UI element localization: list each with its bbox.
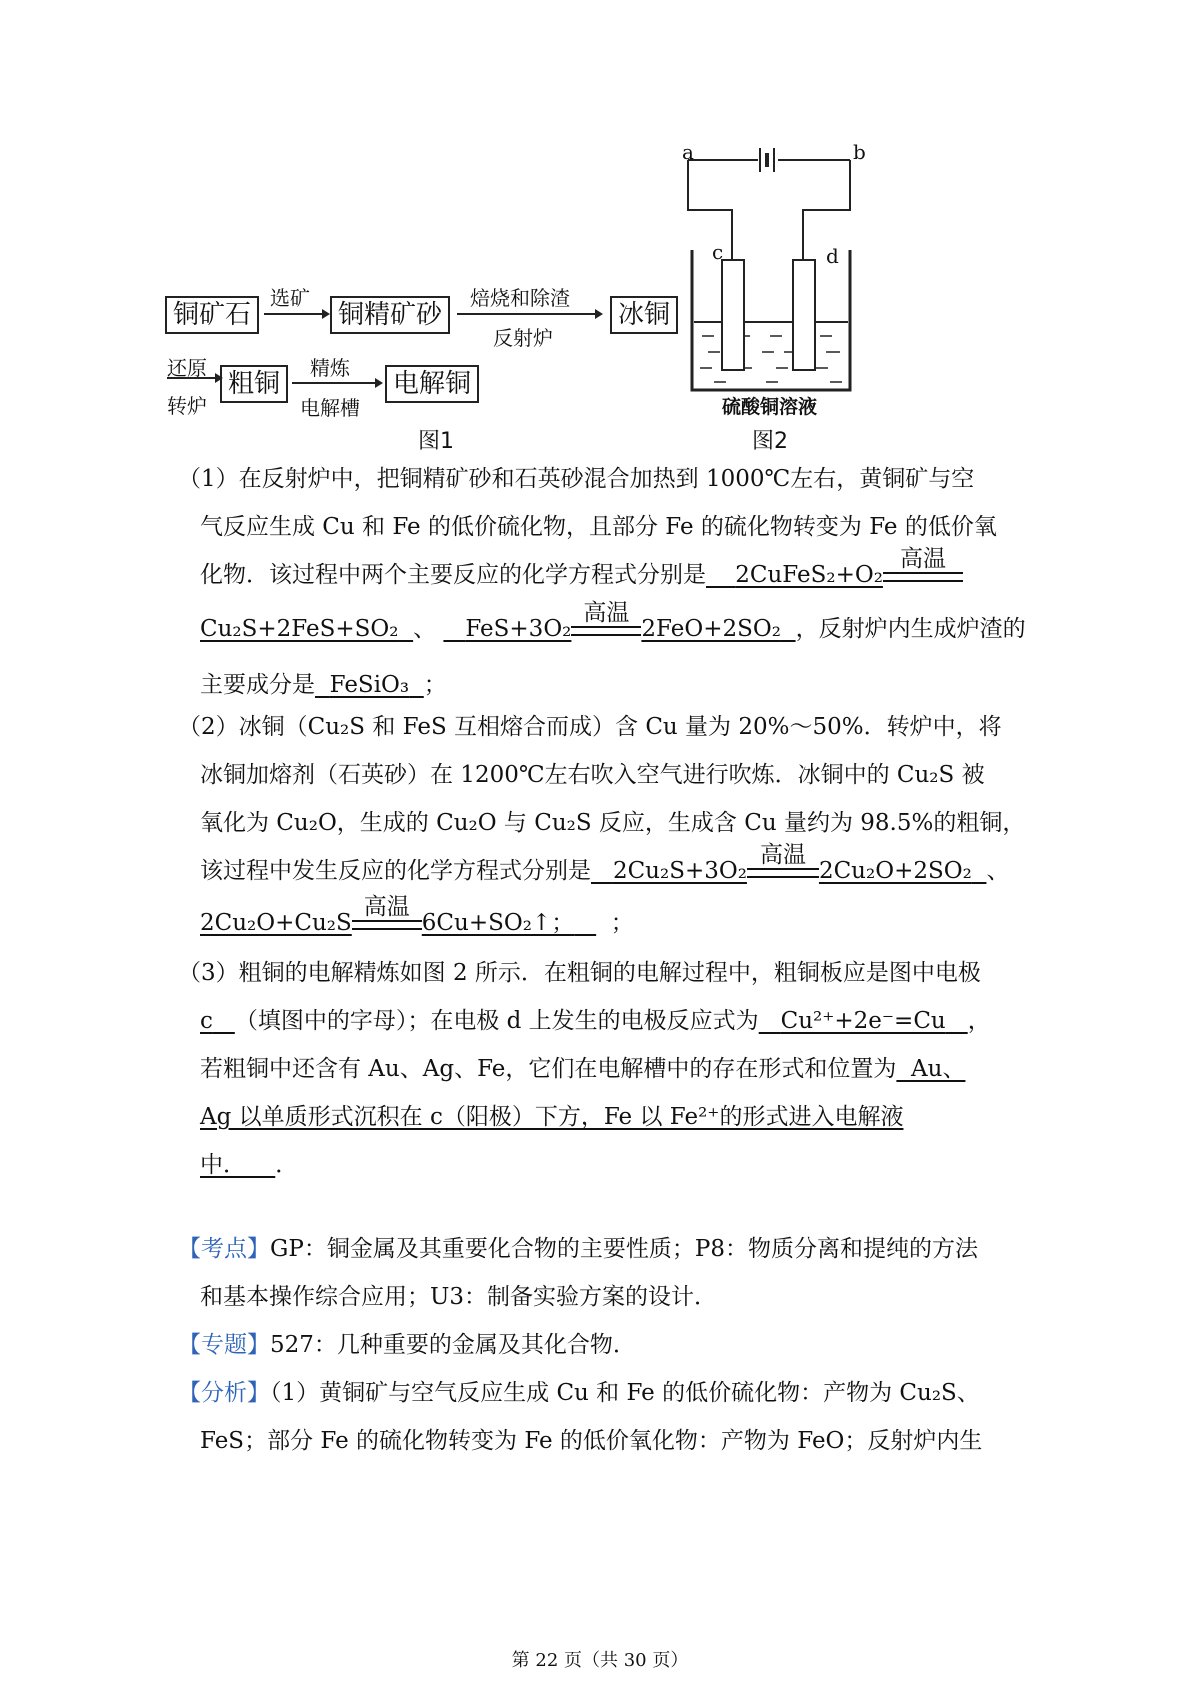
q1-line-4 (200, 600, 1026, 643)
fenxi-line-1 (178, 1374, 980, 1407)
q3-line-2-text: （填图中的字母）；在电极 d 上发生的电极反应式为 (234, 1008, 759, 1034)
q1-line-1: （1）在反射炉中，把铜精矿砂和石英砂混合加热到 1000℃左右，黄铜矿与空 (178, 466, 975, 492)
fenxi-text-1: （1）黄铜矿与空气反应生成 Cu 和 Fe 的低价硫化物：产物为 Cu₂S、 (270, 1380, 980, 1406)
zhuanti-tag: 【专题】 (178, 1332, 270, 1358)
arrow-label-converter: 转炉 (167, 394, 207, 418)
q2-line-1: （2）冰铜（Cu₂S 和 FeS 互相熔合而成）含 Cu 量为 20%～50%．转炉中，将 (178, 714, 1002, 740)
q2-line-5 (200, 894, 634, 937)
arrow-label-beneficiation: 选矿 (270, 286, 310, 310)
eq4-left: 2Cu₂O+Cu₂S (200, 910, 352, 936)
q3-line-4 (200, 1098, 903, 1131)
q2-line-3: 氧化为 Cu₂O，生成的 Cu₂O 与 Cu₂S 反应，生成含 Cu 量约为 98.5%的粗铜， (200, 810, 1026, 836)
eq3-left: 2Cu₂S+3O₂ (612, 858, 747, 884)
electrode-c-icon (722, 260, 744, 370)
eq1-right: Cu₂S+2FeS+SO₂ (200, 616, 399, 642)
box-copper-ore: 铜矿石 (165, 296, 259, 334)
answer-electrode: c (200, 1008, 213, 1034)
label-b: b (853, 140, 866, 164)
q3-line-3-text: 若粗铜中还含有 Au、Ag、Fe，它们在电解槽中的存在形式和位置为 (200, 1056, 897, 1082)
condition-high-temp: 高温 (363, 894, 410, 920)
condition-high-temp: 高温 (759, 842, 806, 868)
label-d: d (826, 244, 839, 268)
q1-line-3-text: 化物．该过程中两个主要反应的化学方程式分别是 (200, 562, 706, 588)
electrolysis-apparatus (680, 140, 870, 420)
condition-high-temp: 高温 (899, 546, 946, 572)
condition-eq1 (883, 546, 963, 586)
electrode-d-icon (793, 260, 815, 370)
eq2-left: FeS+3O₂ (465, 616, 572, 642)
separator-1: 、 (413, 616, 437, 642)
arrow-label-refine: 精炼 (310, 356, 350, 380)
separator-2: 、 (986, 858, 1010, 884)
box-matte: 冰铜 (610, 296, 678, 334)
arrow-3 (165, 370, 227, 386)
box-blister-copper: 粗铜 (220, 365, 288, 403)
kaodian-line-1 (178, 1230, 978, 1263)
box-electrolytic-copper: 电解铜 (385, 365, 479, 403)
figure-1-caption: 图1 (418, 429, 454, 454)
eq1-left: 2CuFeS₂+O₂ (735, 562, 883, 588)
answer-slag: FeSiO₃ (329, 672, 410, 698)
label-c: c (712, 240, 724, 264)
page-footer: 第 22 页（共 30 页） (511, 1650, 689, 1671)
q1-line-5-text: 主要成分是 (200, 672, 315, 698)
answer-impurities: Ag 以单质形式沉积在 c（阳极）下方，Fe 以 Fe²⁺的形式进入电解液 (200, 1104, 904, 1130)
condition-eq2 (571, 600, 641, 640)
condition-eq4 (352, 894, 422, 934)
label-a: a (682, 140, 694, 164)
q1-line-3 (200, 546, 963, 589)
q1-line-5 (200, 666, 447, 699)
zhuanti-line (178, 1326, 636, 1359)
condition-high-temp: 高温 (583, 600, 630, 626)
arrow-1 (262, 306, 332, 322)
answer-impurities-start: Au、 (911, 1056, 966, 1082)
arrow-label-roast: 焙烧和除渣 (470, 286, 570, 310)
eq4-right: 6Cu+SO₂↑； (421, 910, 575, 936)
kaodian-text-1: GP：铜金属及其重要化合物的主要性质；P8：物质分离和提纯的方法 (270, 1236, 978, 1262)
fenxi-tag: 【分析】 (178, 1380, 270, 1406)
solution-label: 硫酸铜溶液 (722, 396, 818, 418)
q3-line-2 (200, 1002, 991, 1035)
arrow-label-reduce: 还原 (167, 356, 207, 380)
zhuanti-text: 527：几种重要的金属及其化合物． (270, 1332, 636, 1358)
q2-line-2: 冰铜加熔剂（石英砂）在 1200℃左右吹入空气进行吹炼．冰铜中的 Cu₂S 被 (200, 762, 985, 788)
q1-line-4-tail: ，反射炉内生成炉渣的 (795, 616, 1026, 642)
arrow-2 (455, 306, 605, 322)
kaodian-tag: 【考点】 (178, 1236, 270, 1262)
q2-line-4-text: 该过程中发生反应的化学方程式分别是 (200, 858, 591, 884)
eq2-right: 2FeO+2SO₂ (641, 616, 781, 642)
answer-electrode-equation: Cu²⁺+2e⁻=Cu (780, 1008, 946, 1034)
q3-line-3 (200, 1050, 965, 1083)
arrow-4 (290, 375, 385, 391)
arrow-label-electrolytic-cell: 电解槽 (300, 396, 360, 420)
figure-2-caption: 图2 (752, 429, 788, 454)
fenxi-line-2: FeS；部分 Fe 的硫化物转变为 Fe 的低价氧化物：产物为 FeO；反射炉内生 (200, 1428, 983, 1454)
q2-line-4 (200, 842, 1010, 885)
arrow-label-reverberatory: 反射炉 (493, 326, 553, 350)
q3-line-2-end: ， (967, 1008, 991, 1034)
q2-line-5-end: ； (610, 910, 634, 936)
kaodian-line-2: 和基本操作综合应用；U3：制备实验方案的设计． (200, 1284, 718, 1310)
q3-line-5-end: ． (275, 1152, 299, 1178)
q1-line-2: 气反应生成 Cu 和 Fe 的低价硫化物，且部分 Fe 的硫化物转变为 Fe 的低价氧 (200, 514, 997, 540)
eq3-right: 2Cu₂O+2SO₂ (818, 858, 972, 884)
answer-impurities-end: 中． (200, 1152, 246, 1178)
q3-line-1: （3）粗铜的电解精炼如图 2 所示．在粗铜的电解过程中，粗铜板应是图中电极 (178, 960, 981, 986)
box-copper-concentrate: 铜精矿砂 (330, 296, 450, 334)
condition-eq3 (747, 842, 819, 882)
q1-line-5-end: ； (423, 672, 447, 698)
q3-line-5 (200, 1146, 298, 1179)
